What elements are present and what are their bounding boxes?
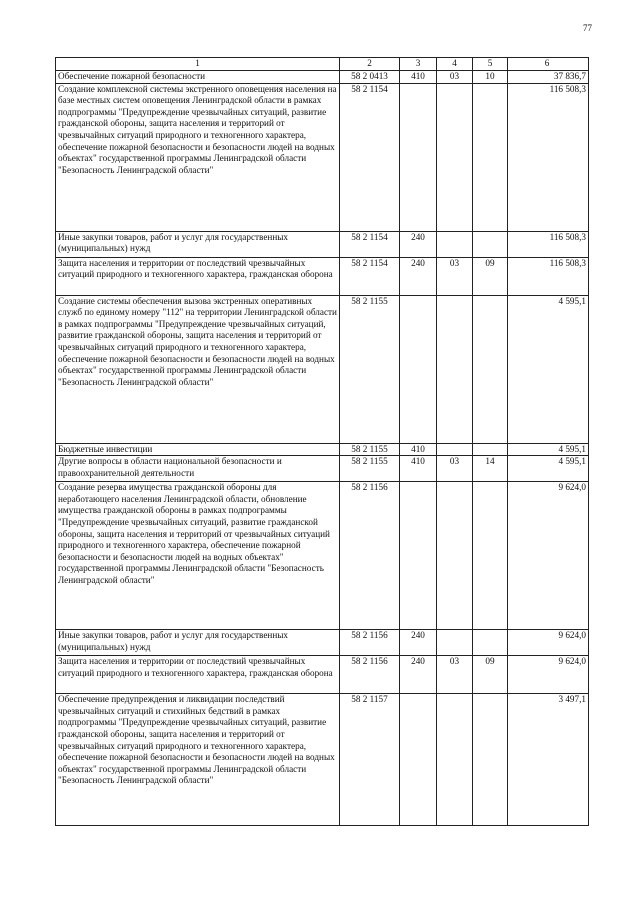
row-rz	[437, 231, 473, 257]
row-code: 58 2 1157	[340, 694, 400, 826]
row-rz: 03	[437, 656, 473, 694]
table-row	[56, 656, 589, 694]
row-rz	[437, 482, 473, 630]
row-pr	[473, 231, 508, 257]
row-code: 58 2 1156	[340, 656, 400, 694]
row-pr	[473, 83, 508, 231]
row-sum: 9 624,0	[508, 630, 589, 656]
row-pr	[473, 295, 508, 443]
row-pr	[473, 630, 508, 656]
table-row	[56, 630, 589, 656]
row-vr	[400, 295, 437, 443]
header-cell: 1	[56, 58, 340, 71]
row-sum: 4 595,1	[508, 443, 589, 456]
row-rz: 03	[437, 456, 473, 482]
row-name: Обеспечение пожарной безопасности	[56, 71, 340, 84]
row-name: Бюджетные инвестиции	[56, 443, 340, 456]
row-name: Иные закупки товаров, работ и услуг для государственных (муниципальных) нужд	[56, 231, 340, 257]
row-sum: 4 595,1	[508, 456, 589, 482]
row-vr: 240	[400, 630, 437, 656]
row-vr: 240	[400, 257, 437, 295]
row-vr: 410	[400, 443, 437, 456]
row-rz: 03	[437, 71, 473, 84]
row-rz	[437, 630, 473, 656]
header-cell: 5	[473, 58, 508, 71]
header-cell: 4	[437, 58, 473, 71]
row-vr: 410	[400, 456, 437, 482]
row-vr	[400, 83, 437, 231]
row-code: 58 2 1156	[340, 630, 400, 656]
table-row	[56, 231, 589, 257]
header-cell: 6	[508, 58, 589, 71]
row-code: 58 2 1154	[340, 83, 400, 231]
row-pr	[473, 443, 508, 456]
row-rz: 03	[437, 257, 473, 295]
row-sum: 116 508,3	[508, 231, 589, 257]
row-vr	[400, 482, 437, 630]
row-sum: 116 508,3	[508, 83, 589, 231]
table-row	[56, 257, 589, 295]
row-vr: 240	[400, 656, 437, 694]
row-name: Создание системы обеспечения вызова экстренных оперативных служб по единому номеру "112" на территории Ленинградской области в рамках подпрограммы "Предупреждение чрезвычайных ситуаций, развитие гражданской обороны, защита населения и территорий от чрезвычайных ситуаций природного и техногенного характера, обеспечение пожарной безопасности и безопасности людей на водных объектах" государственной программы Ленинградской области "Безопасность Ленинградской области"	[56, 295, 340, 443]
header-cell: 2	[340, 58, 400, 71]
row-code: 58 2 1154	[340, 257, 400, 295]
row-sum: 116 508,3	[508, 257, 589, 295]
row-rz	[437, 694, 473, 826]
table-row	[56, 694, 589, 826]
page-number: 77	[583, 23, 592, 33]
row-rz	[437, 443, 473, 456]
row-pr: 09	[473, 656, 508, 694]
table-row	[56, 443, 589, 456]
table-row	[56, 295, 589, 443]
row-name: Другие вопросы в области национальной безопасности и правоохранительной деятельности	[56, 456, 340, 482]
row-code: 58 2 1155	[340, 443, 400, 456]
table-row	[56, 482, 589, 630]
table-row	[56, 456, 589, 482]
row-code: 58 2 1156	[340, 482, 400, 630]
row-sum: 9 624,0	[508, 656, 589, 694]
budget-table	[55, 57, 589, 826]
table-row	[56, 71, 589, 84]
row-code: 58 2 1154	[340, 231, 400, 257]
row-name: Создание комплексной системы экстренного оповещения населения на базе местных систем оповещения Ленинградской области в рамках подпрограммы "Предупреждение чрезвычайных ситуаций, развитие гражданской обороны, защита населения и территорий от чрезвычайных ситуаций природного и техногенного характера, обеспечение пожарной безопасности и безопасности людей на водных объектах" государственной программы Ленинградской области "Безопасность Ленинградской области"	[56, 83, 340, 231]
row-pr	[473, 482, 508, 630]
row-rz	[437, 295, 473, 443]
header-cell: 3	[400, 58, 437, 71]
row-sum: 4 595,1	[508, 295, 589, 443]
row-name: Защита населения и территории от последствий чрезвычайных ситуаций природного и техногенного характера, гражданская оборона	[56, 257, 340, 295]
row-name: Обеспечение предупреждения и ликвидации последствий чрезвычайных ситуаций и стихийных бедствий в рамках подпрограммы "Предупреждение чрезвычайных ситуаций, развитие гражданской обороны, защита населения и территорий от чрезвычайных ситуаций природного и техногенного характера, обеспечение пожарной безопасности и безопасности людей на водных объектах" государственной программы Ленинградской области "Безопасность Ленинградской области"	[56, 694, 340, 826]
row-code: 58 2 1155	[340, 295, 400, 443]
row-pr	[473, 694, 508, 826]
row-pr: 10	[473, 71, 508, 84]
row-name: Иные закупки товаров, работ и услуг для государственных (муниципальных) нужд	[56, 630, 340, 656]
row-code: 58 2 0413	[340, 71, 400, 84]
table-row	[56, 83, 589, 231]
header-row	[56, 58, 589, 71]
row-sum: 3 497,1	[508, 694, 589, 826]
row-pr: 09	[473, 257, 508, 295]
row-vr	[400, 694, 437, 826]
row-rz	[437, 83, 473, 231]
row-pr: 14	[473, 456, 508, 482]
row-name: Создание резерва имущества гражданской обороны для неработающего населения Ленинградской области, обновление имущества гражданской обороны в рамках подпрограммы "Предупреждение чрезвычайных ситуаций, развитие гражданской обороны, защита населения и территорий от чрезвычайных ситуаций природного и техногенного характера, обеспечение пожарной безопасности и безопасности людей на водных объектах" государственной программы Ленинградской области "Безопасность Ленинградской области"	[56, 482, 340, 630]
row-sum: 37 836,7	[508, 71, 589, 84]
row-name: Защита населения и территории от последствий чрезвычайных ситуаций природного и техногенного характера, гражданская оборона	[56, 656, 340, 694]
row-vr: 240	[400, 231, 437, 257]
row-code: 58 2 1155	[340, 456, 400, 482]
row-sum: 9 624,0	[508, 482, 589, 630]
row-vr: 410	[400, 71, 437, 84]
